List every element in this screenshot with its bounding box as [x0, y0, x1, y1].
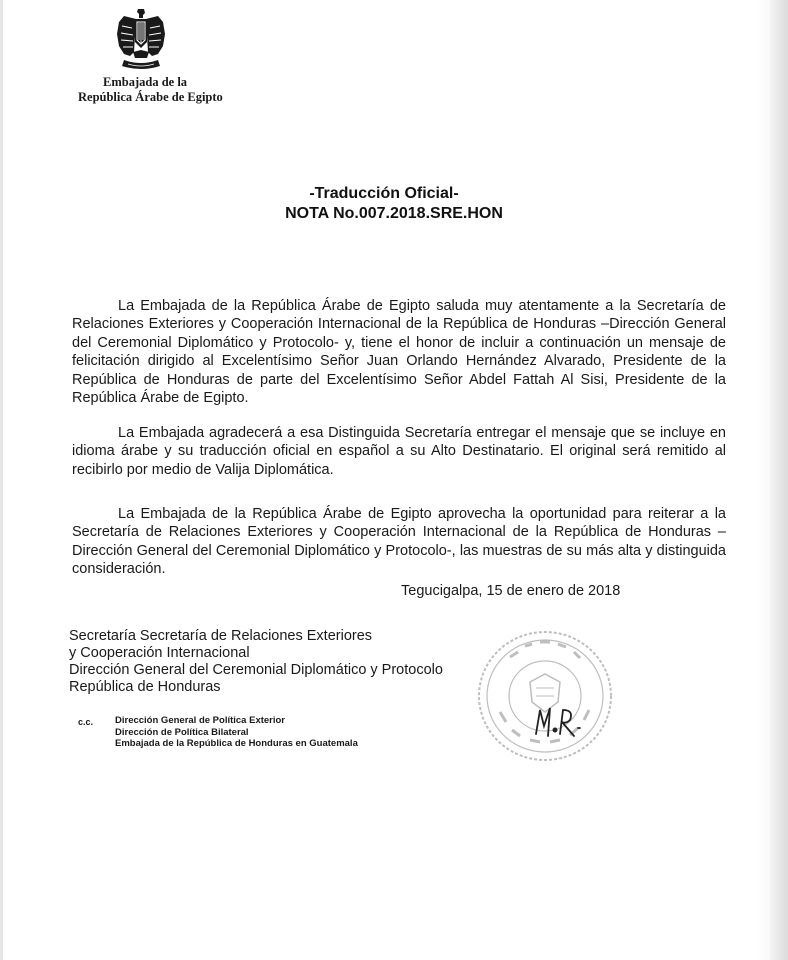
- letterhead-line-2: República Árabe de Egipto: [78, 90, 223, 104]
- eagle-emblem-icon: [114, 6, 168, 72]
- addressee-line: Dirección General del Ceremonial Diplomático y Protocolo: [69, 662, 443, 678]
- addressee-line: Secretaría Secretaría de Relaciones Exteriores: [69, 628, 373, 644]
- embassy-seal-stamp: [470, 622, 620, 770]
- note-number: NOTA No.007.2018.SRE.HON: [285, 205, 503, 222]
- page-left-edge: [0, 0, 3, 960]
- addressee-block: [69, 628, 443, 696]
- cc-recipient: Embajada de la República de Honduras en Guatemala: [115, 738, 358, 749]
- cc-label: c.c.: [78, 717, 94, 727]
- cc-recipient: Dirección General de Política Exterior: [115, 715, 286, 726]
- addressee-line: República de Honduras: [69, 679, 221, 695]
- paragraph-request: La Embajada agradecerá a esa Distinguida Secretaría entregar el mensaje que se incluye en idioma árabe y su traducción oficial en español a su Alto Destinatario. El original será remitido al recibirlo por medio de Valija Diplomática.: [72, 424, 726, 478]
- paragraph-closing: La Embajada de la República Árabe de Egipto aprovecha la oportunidad para reiterar a la Secretaría de Relaciones Exteriores y Cooperación Internacional de la República de Honduras – Dirección General del Ceremonial Diplomático y Protocolo-, las muestras de su más alta y distinguida consideración.: [72, 505, 726, 578]
- paragraph-greeting: La Embajada de la República Árabe de Egipto saluda muy atentamente a la Secretaría de Relaciones Exteriores y Cooperación Internacional de la República de Honduras –Dirección General del Ceremonial Diplomático y Protocolo- y, tiene el honor de incluir a continuación un mensaje de felicitación dirigido al Excelentísimo Señor Juan Orlando Hernández Alvarado, Presidente de la República de Honduras de parte del Excelentísimo Señor Abdel Fattah Al Sisi, Presidente de la República Árabe de Egipto.: [72, 297, 726, 407]
- place-and-date: Tegucigalpa, 15 de enero de 2018: [401, 583, 621, 599]
- addressee-line: y Cooperación Internacional: [69, 645, 250, 661]
- document-title: -Traducción Oficial-: [309, 185, 459, 202]
- cc-recipient: Dirección de Política Bilateral: [115, 726, 249, 738]
- page-right-edge: [770, 0, 788, 960]
- cc-recipient-list: [115, 715, 358, 750]
- letterhead-line-1: Embajada de la: [103, 75, 188, 89]
